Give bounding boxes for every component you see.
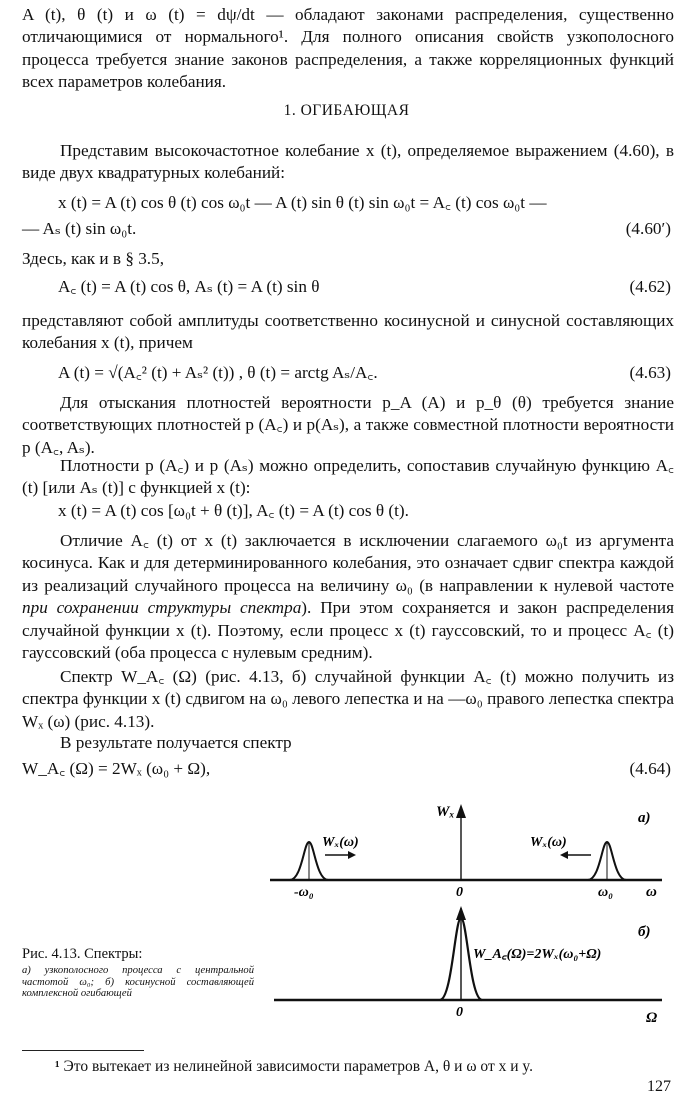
right-peak-label: Wₓ(ω) xyxy=(530,835,567,850)
footnote-divider xyxy=(22,1050,144,1051)
page-number: 127 xyxy=(647,1078,671,1095)
bottom-x-axis-label: Ω xyxy=(646,1010,658,1026)
paragraph-amplitudes: представляют собой амплитуды соответственно косинусной и синусной составляющих колебания x (t), причем xyxy=(22,311,674,353)
section-heading: 1. ОГИБАЮЩАЯ xyxy=(283,102,410,119)
here-text: Здесь, как и в § 3.5, xyxy=(22,249,164,268)
tick-omega0: ω₀ xyxy=(598,885,614,900)
tick-minus-omega0: -ω₀ xyxy=(294,885,314,900)
bottom-tick-zero: 0 xyxy=(456,1005,463,1020)
equation-4-60p-line1: x (t) = A (t) cos θ (t) cos ω₀t — A (t) sin θ (t) sin ω₀t = A꜀ (t) cos ω₀t — xyxy=(58,193,547,212)
left-shift-arrowhead xyxy=(348,851,356,859)
bottom-panel-label: б) xyxy=(638,924,651,940)
footnote xyxy=(55,1058,533,1076)
top-y-axis-arrowhead xyxy=(456,804,466,818)
top-x-axis-label: ω xyxy=(646,884,657,900)
bottom-peak-label: W_A꜀(Ω)=2Wₓ(ω₀+Ω) xyxy=(473,947,602,962)
paragraph-difference-part2: ). При этом сохраняется и закон распределения случайной функции x (t). Поэтому, если процесс x (t) гауссовский, то и процесс A꜀ (t) гауссовский (оба процесса с нулевым средним). xyxy=(22,598,675,663)
equation-4-60p-line2: — Aₛ (t) sin ω₀t. xyxy=(22,219,137,238)
figure-4-13 xyxy=(0,790,693,1045)
left-peak-label: Wₓ(ω) xyxy=(322,835,359,850)
footnote-text: Это вытекает из нелинейной зависимости параметров A, θ и ω от x и y. xyxy=(63,1058,534,1075)
equation-number-4-63: (4.63) xyxy=(629,363,671,382)
equation-number-4-64: (4.64) xyxy=(629,759,671,778)
paragraph-difference-emphasis: при сохранении структуры спектра xyxy=(22,598,302,618)
equation-number-4-60p: (4.60′) xyxy=(625,219,671,238)
footnote-marker: ¹ xyxy=(55,1058,60,1075)
paragraph-difference-part1: Отличие A꜀ (t) от x (t) заключается в исключении слагаемого ω₀t из аргумента косинуса. Как и для детерминированного колебания, это означает сдвиг спектра каждой из реализаций случайного процесса на величину ω₀ (в направлении к нулевой частоте xyxy=(22,531,674,595)
paragraph-represent: Представим высокочастотное колебание x (t), определяемое выражением (4.60), в виде двух квадратурных колебаний: xyxy=(22,141,674,183)
paragraph-intro: A (t), θ (t) и ω (t) = dψ/dt — обладают законами распределения, существенно отличающимися от нормального¹. Для полного описания свойств узкополосного процесса требуется знание законов распределения, а также корреляционных функций всех параметров колебания. xyxy=(22,5,674,92)
paragraph-density-1: Для отыскания плотностей вероятности p_A (A) и p_θ (θ) требуется знание соответствующих плотностей p (A꜀) и p(Aₛ), а также совместной плотности вероятности p (A꜀, Aₛ). xyxy=(22,393,674,457)
right-shift-arrowhead xyxy=(560,851,568,859)
result-text: В результате получается спектр xyxy=(60,733,292,752)
top-panel-label: а) xyxy=(638,810,651,826)
top-y-axis-label: Wₓ xyxy=(436,804,455,820)
equation-4-62: A꜀ (t) = A (t) cos θ, Aₛ (t) = A (t) sin θ xyxy=(58,277,320,296)
equation-compare: x (t) = A (t) cos [ω₀t + θ (t)], A꜀ (t) = A (t) cos θ (t). xyxy=(58,501,409,520)
paragraph-density-2: Плотности p (A꜀) и p (Aₛ) можно определить, сопоставив случайную функцию A꜀ (t) [или Aₛ (t)] с функцией x (t): xyxy=(22,456,674,498)
equation-number-4-62: (4.62) xyxy=(629,277,671,296)
equation-4-63: A (t) = √(A꜀² (t) + Aₛ² (t)) , θ (t) = arctg Aₛ/A꜀. xyxy=(58,363,378,382)
figure-caption-body: а) узкополосного процесса с центральной частотой ω₀; б) косинусной составляющей комплексной огибающей xyxy=(22,965,254,999)
paragraph-spectrum: Спектр W_A꜀ (Ω) (рис. 4.13, б) случайной функции A꜀ (t) можно получить из спектра функции x (t) сдвигом на ω₀ левого лепестка и на —ω₀ правого лепестка спектра Wₓ (ω) (рис. 4.13). xyxy=(22,667,674,731)
paragraph-difference xyxy=(22,530,674,664)
equation-4-64: W_A꜀ (Ω) = 2Wₓ (ω₀ + Ω), xyxy=(22,759,211,778)
top-tick-zero: 0 xyxy=(456,885,463,900)
figure-caption-title: Рис. 4.13. Спектры: xyxy=(22,946,143,962)
